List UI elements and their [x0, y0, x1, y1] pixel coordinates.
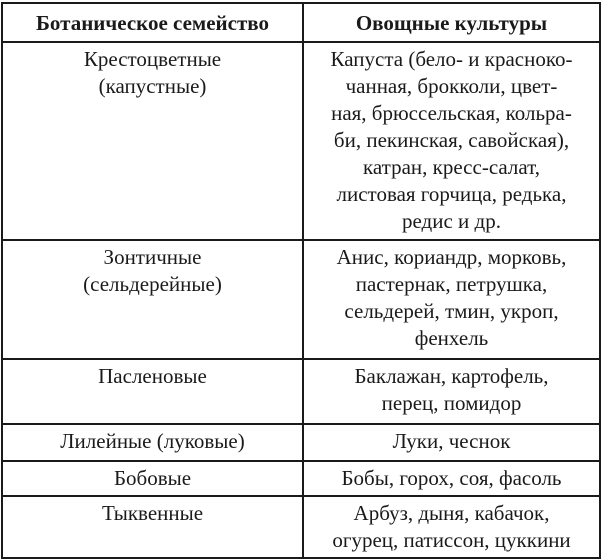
table-row — [2, 240, 600, 359]
family-name: Бобовые — [113, 466, 192, 490]
table-header-row — [2, 3, 600, 42]
crops-list: Луки, чеснок — [392, 429, 511, 453]
family-name: Лилейные (луковые) — [60, 429, 245, 453]
crops-list: Арбуз, дыня, кабачок, огурец, патиссон, цуккини — [332, 501, 571, 552]
header-vegetable-crops: Овощные культуры — [303, 3, 600, 42]
crops-cell — [303, 42, 600, 240]
family-cell — [2, 424, 303, 461]
crops-cell — [303, 240, 600, 359]
table-row — [2, 359, 600, 424]
family-name: Зонтичные (сельдерейные) — [83, 245, 222, 296]
family-cell — [2, 359, 303, 424]
crops-list: Бобы, горох, соя, фасоль — [341, 466, 562, 490]
vegetable-families-table — [1, 2, 601, 559]
crops-cell — [303, 359, 600, 424]
family-cell — [2, 240, 303, 359]
crops-cell — [303, 461, 600, 496]
crops-list: Анис, кориандр, морковь, пастернак, петрушка, сельдерей, тмин, укроп, фенхель — [336, 245, 567, 350]
crops-list: Капуста (бело- и красноко- чанная, брокколи, цвет- ная, брюссельская, кольра- би, пекинская, савойская), катран, кресс-салат, листовая горчица, редька, редис и др. — [330, 47, 573, 233]
family-cell — [2, 461, 303, 496]
family-cell — [2, 42, 303, 240]
crops-list: Баклажан, картофель, перец, помидор — [354, 364, 549, 415]
table-row — [2, 42, 600, 240]
family-name: Тыквенные — [101, 501, 204, 525]
family-name: Пасленовые — [98, 364, 207, 388]
table-row — [2, 461, 600, 496]
header-botanical-family: Ботаническое семейство — [2, 3, 303, 42]
table-row — [2, 424, 600, 461]
family-name: Крестоцветные (капустные) — [83, 47, 222, 98]
crops-cell — [303, 424, 600, 461]
